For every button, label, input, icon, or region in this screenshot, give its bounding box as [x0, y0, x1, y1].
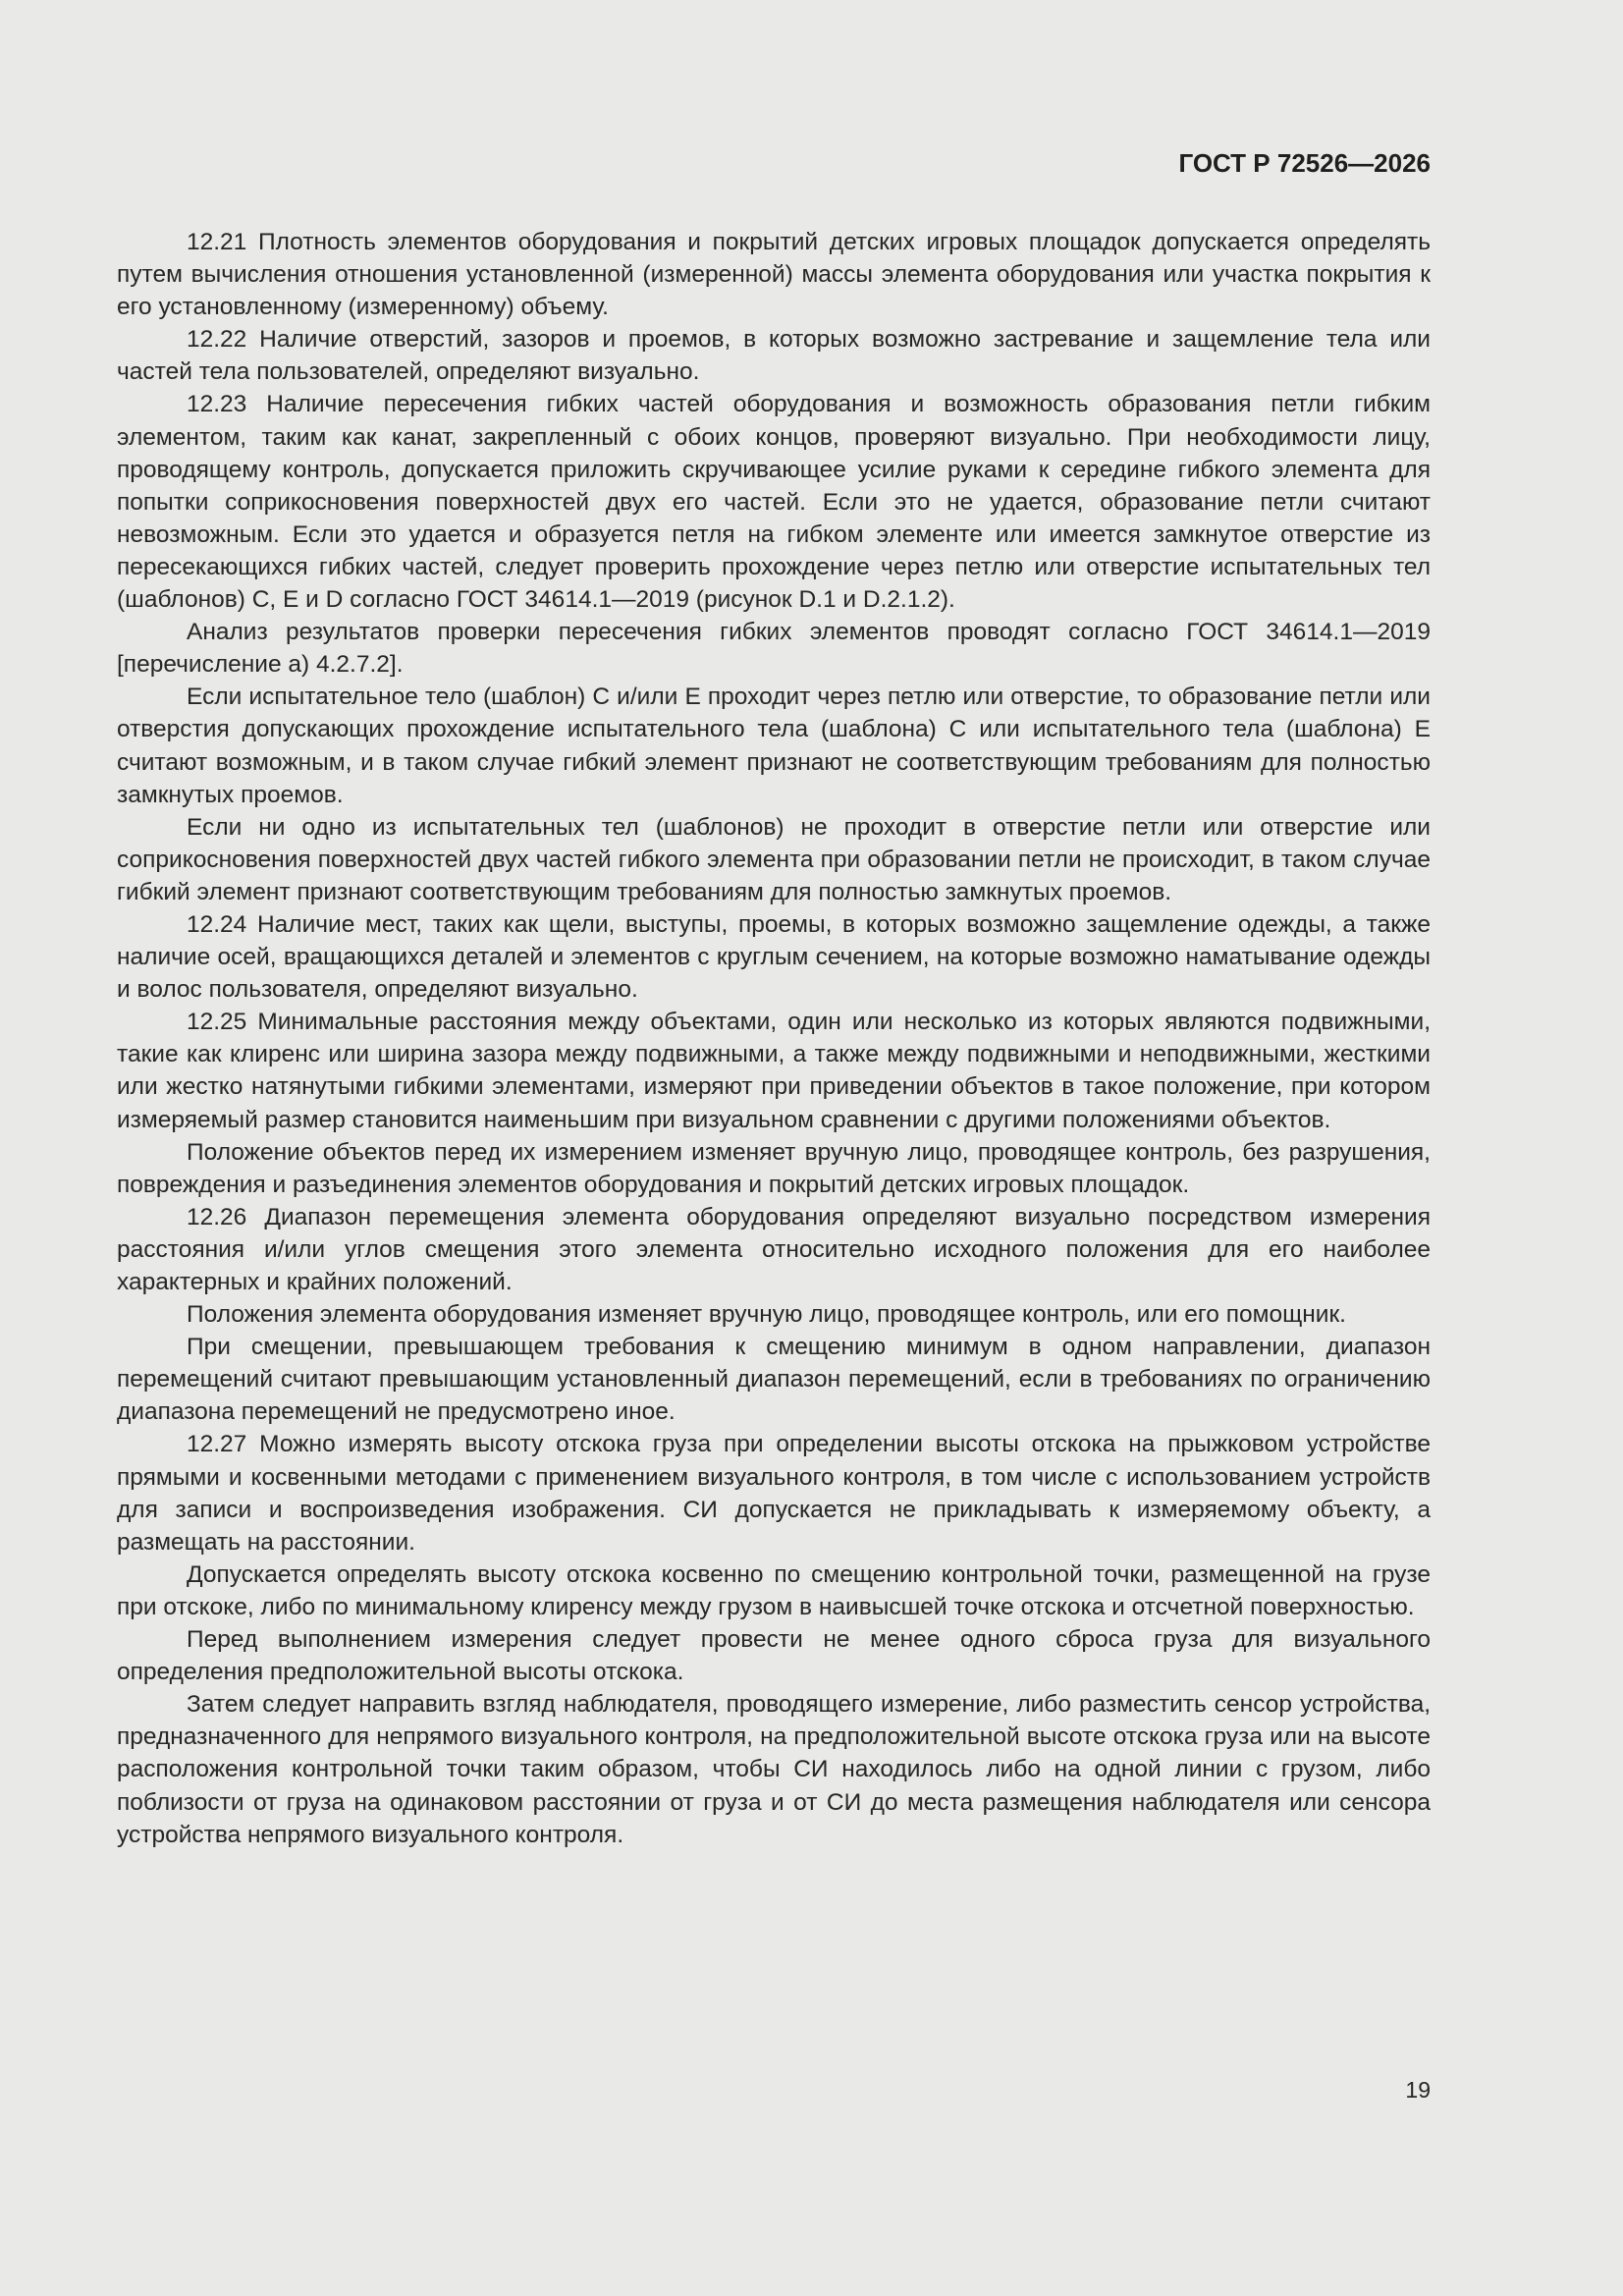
paragraph-12-27-preliminary-drop: Перед выполнением измерения следует провести не менее одного сброса груза для визуального определения предположительной высоты отскока.	[117, 1626, 1431, 1686]
paragraph-12-23-fail-case: Если ни одно из испытательных тел (шаблонов) не проходит в отверстие петли или отверстие или соприкосновения поверхностей двух частей гибкого элемента при образовании петли не происходит, в таком случае гибкий элемент признают соответствующим требованиям для полностью замкнутых проемов.	[117, 813, 1431, 905]
document-code-header: ГОСТ Р 72526—2026	[1178, 148, 1431, 178]
paragraph-12-25-positioning: Положение объектов перед их измерением изменяет вручную лицо, проводящее контроль, без разрушения, повреждения и разъединения элементов оборудования и покрытий детских игровых площадок.	[117, 1138, 1431, 1198]
paragraph-12-27-indirect: Допускается определять высоту отскока косвенно по смещению контрольной точки, размещенной на грузе при отскоке, либо по минимальному клиренсу между грузом в наивысшей точке отскока и отсчетной поверхностью.	[117, 1560, 1431, 1620]
document-body	[117, 226, 1431, 1851]
paragraph-12-23-analysis: Анализ результатов проверки пересечения гибких элементов проводят согласно ГОСТ 34614.1—2019 [перечисление a) 4.2.7.2].	[117, 619, 1431, 679]
paragraph-12-26-operator: Положения элемента оборудования изменяет вручную лицо, проводящее контроль, или его помощник.	[187, 1301, 1346, 1329]
paragraph-12-27-observer: Затем следует направить взгляд наблюдателя, проводящего измерение, либо разместить сенсор устройства, предназначенного для непрямого визуального контроля, на предположительной высоте отскока груза или на высоте расположения контрольной точки таким образом, чтобы СИ находилось либо на одной линии с грузом, либо поблизости от груза на одинаковом расстоянии от груза и от СИ до места размещения наблюдателя или сенсора устройства непрямого визуального контроля.	[117, 1691, 1431, 1848]
paragraph-12-23: 12.23 Наличие пересечения гибких частей оборудования и возможность образования петли гибким элементом, таким как канат, закрепленный с обоих концов, проверяют визуально. При необходимости лицу, проводящему контроль, допускается приложить скручивающее усилие руками к середине гибкого элемента для попытки соприкосновения поверхностей двух его частей. Если это не удается, образование петли считают невозможным. Если это удается и образуется петля на гибком элементе или имеется замкнутое отверстие из пересекающихся гибких частей, следует проверить прохождение через петлю или отверстие испытательных тел (шаблонов) С, Е и D согласно ГОСТ 34614.1—2019 (рисунок D.1 и D.2.1.2).	[117, 391, 1431, 614]
paragraph-12-27: 12.27 Можно измерять высоту отскока груза при определении высоты отскока на прыжковом устройстве прямыми и косвенными методами с применением визуального контроля, в том числе с использованием устройств для записи и воспроизведения изображения. СИ допускается не прикладывать к измеряемому объекту, а размещать на расстоянии.	[117, 1431, 1431, 1556]
paragraph-12-24: 12.24 Наличие мест, таких как щели, выступы, проемы, в которых возможно защемление одежды, а также наличие осей, вращающихся деталей и элементов с круглым сечением, на которые возможно наматывание одежды и волос пользователя, определяют визуально.	[117, 910, 1431, 1004]
paragraph-12-25: 12.25 Минимальные расстояния между объектами, один или несколько из которых являются подвижными, такие как клиренс или ширина зазора между подвижными, а также между подвижными и неподвижными, жесткими или жестко натянутыми гибкими элементами, измеряют при приведении объектов в такое положение, при котором измеряемый размер становится наименьшим при визуальном сравнении с другими положениями объектов.	[117, 1009, 1431, 1133]
paragraph-12-23-pass-case: Если испытательное тело (шаблон) С и/или Е проходит через петлю или отверстие, то образование петли или отверстия допускающих прохождение испытательного тела (шаблона) С или испытательного тела (шаблона) Е считают возможным, и в таком случае гибкий элемент признают не соответствующим требованиям для полностью замкнутых проемов.	[117, 683, 1431, 808]
paragraph-12-21: 12.21 Плотность элементов оборудования и покрытий детских игровых площадок допускается определять путем вычисления отношения установленной (измеренной) массы элемента оборудования или участка покрытия к его установленному (измеренному) объему.	[117, 229, 1431, 321]
paragraph-12-26: 12.26 Диапазон перемещения элемента оборудования определяют визуально посредством измерения расстояния и/или углов смещения этого элемента относительно исходного положения для его наиболее характерных и крайних положений.	[117, 1203, 1431, 1295]
page-number: 19	[1405, 2077, 1431, 2103]
paragraph-12-26-displacement: При смещении, превышающем требования к смещению минимум в одном направлении, диапазон перемещений считают превышающим установленный диапазон перемещений, если в требованиях по ограничению диапазона перемещений не предусмотрено иное.	[117, 1334, 1431, 1426]
paragraph-12-22: 12.22 Наличие отверстий, зазоров и проемов, в которых возможно застревание и защемление тела или частей тела пользователей, определяют визуально.	[117, 326, 1431, 386]
